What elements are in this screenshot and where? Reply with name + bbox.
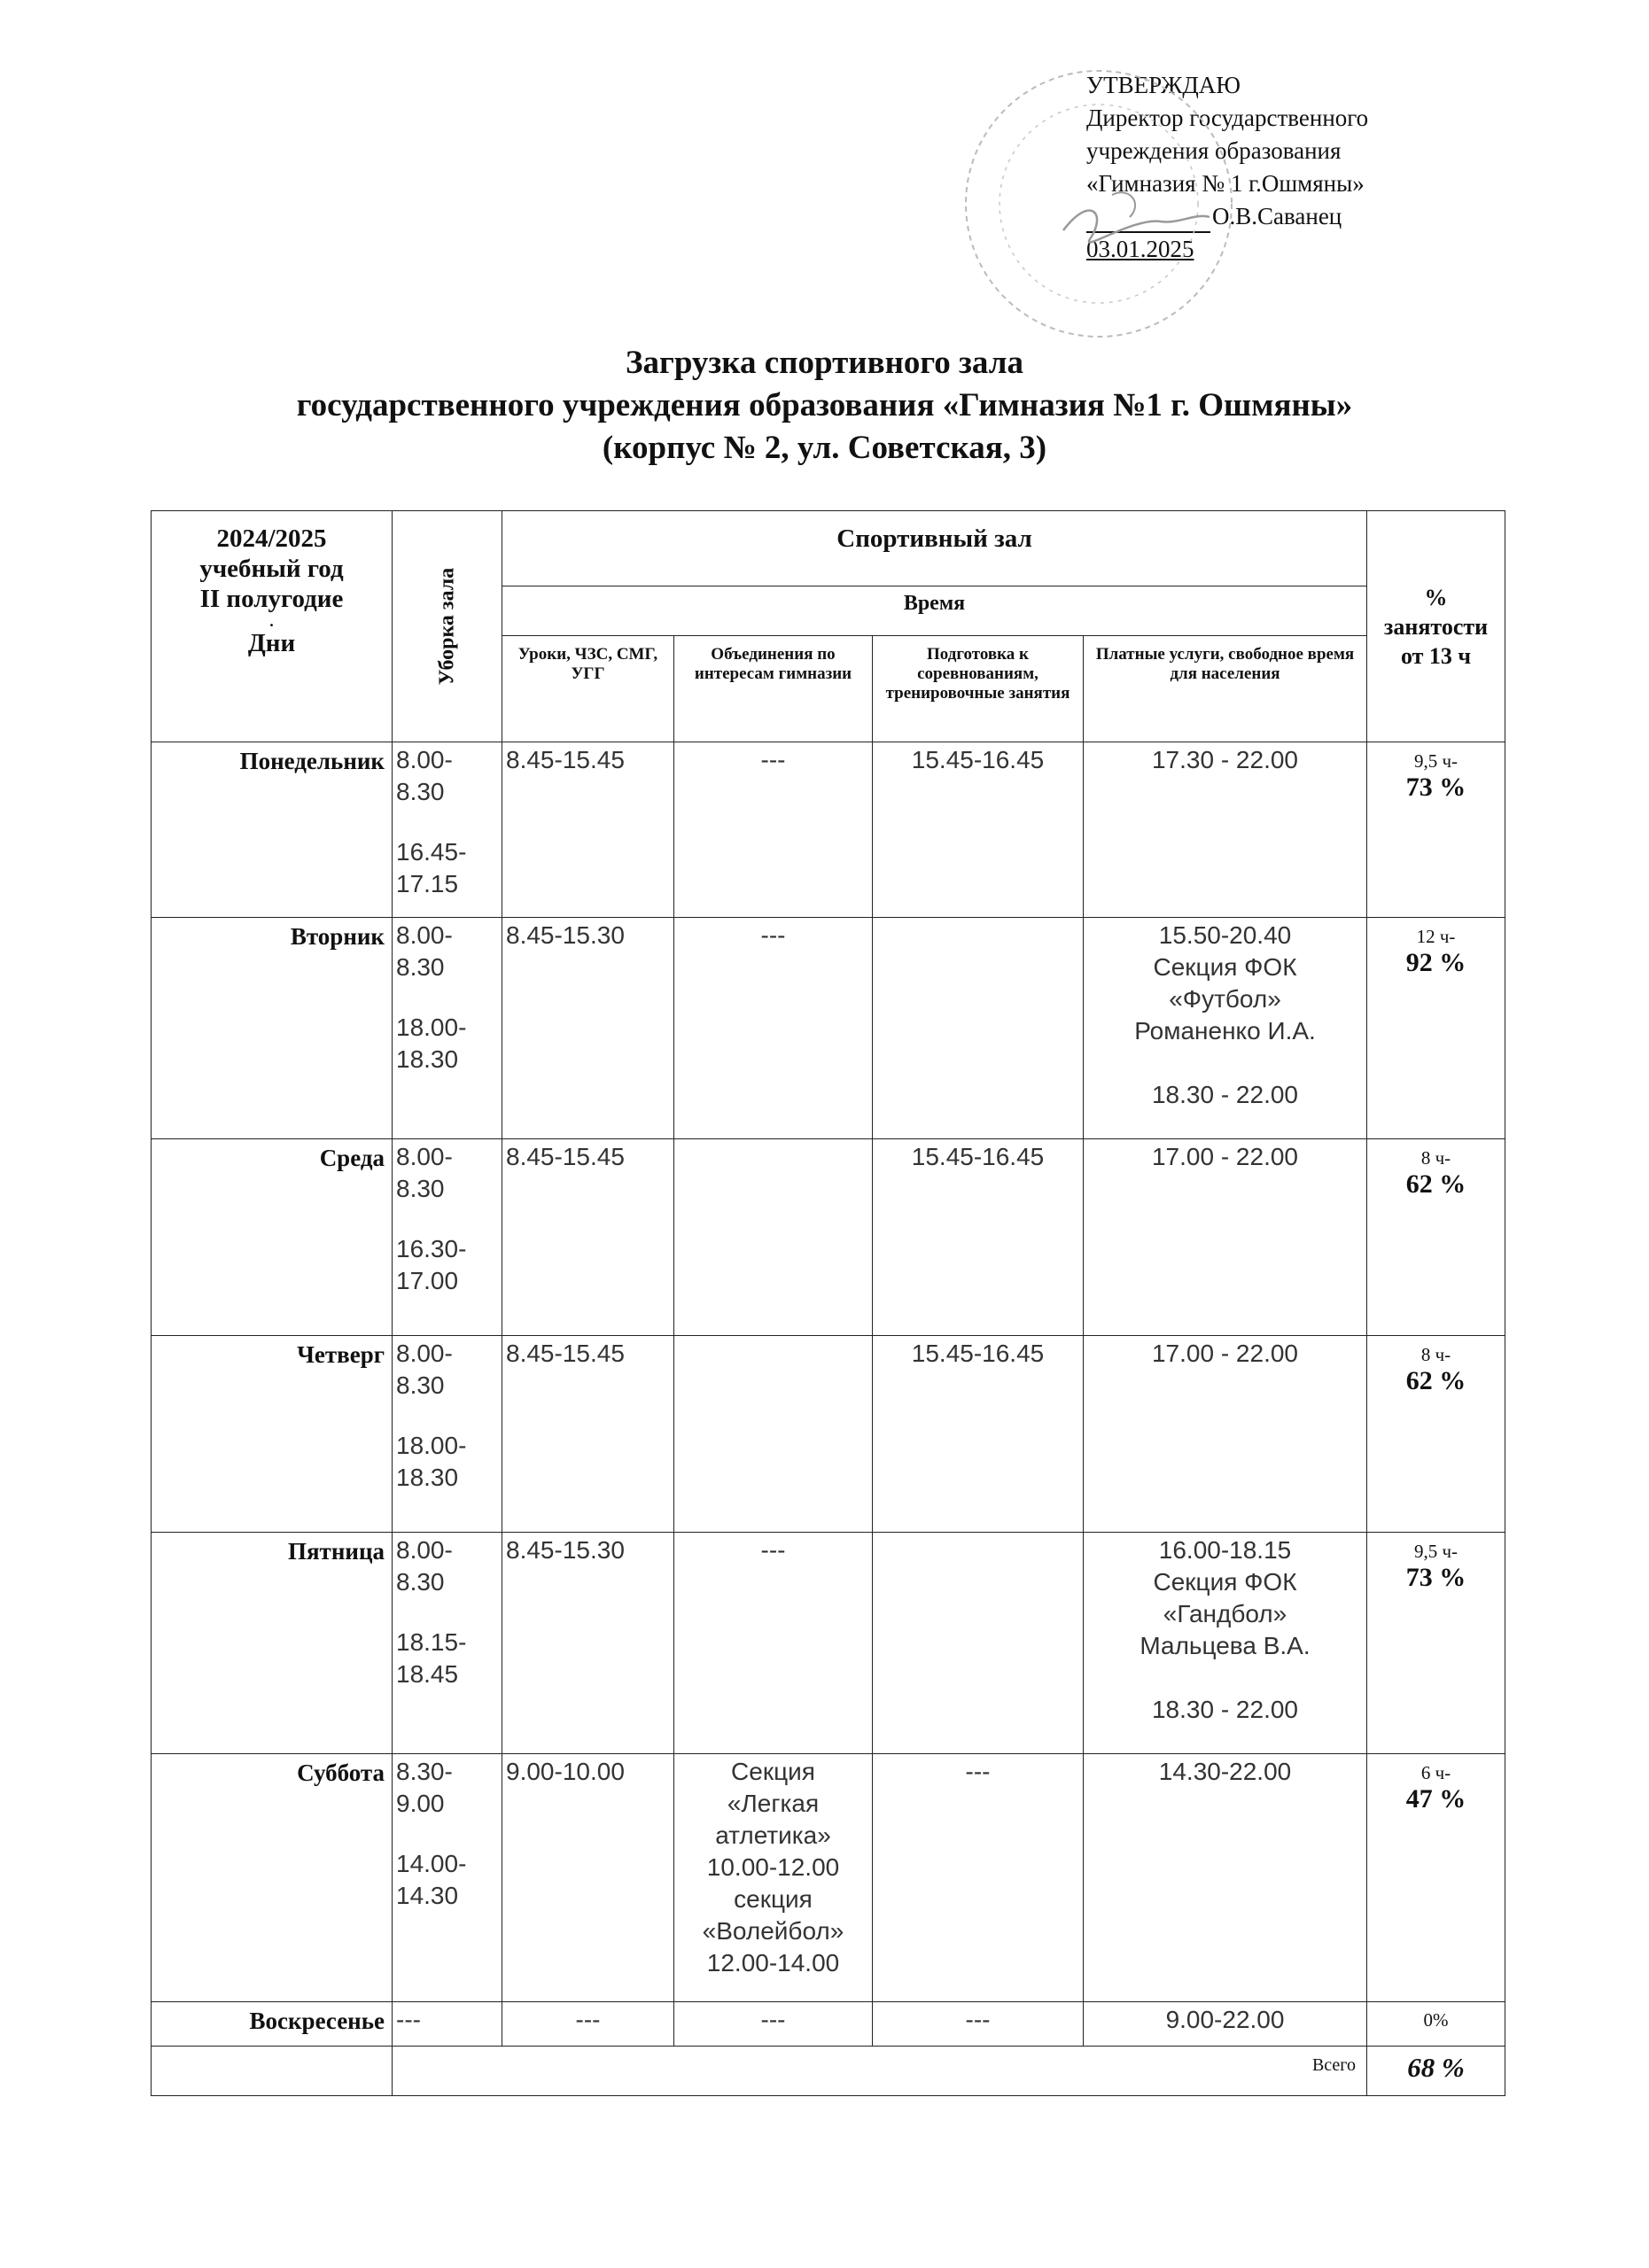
paid-line: 17.30 - 22.00 (1151, 746, 1299, 773)
hours-value: 6 ч- (1420, 1762, 1451, 1783)
pct-cell (1367, 742, 1505, 918)
header-row-1 (152, 511, 1505, 586)
paid-line: 16.00-18.15 (1158, 1536, 1292, 1564)
page-title (0, 342, 1649, 470)
lessons-cell: 9.00-10.00 (502, 1754, 674, 2002)
table-row-sunday (152, 2002, 1505, 2047)
paid-line: «Футбол» (1169, 985, 1281, 1013)
clean-time: 18.00- (396, 1432, 467, 1459)
clean-gap (396, 808, 498, 836)
paid-line: «Гандбол» (1163, 1600, 1287, 1627)
clean-cell (393, 1336, 502, 1533)
header-year-label: учебный год (199, 555, 344, 583)
header-days: Дни (247, 629, 296, 657)
training-cell: 15.45-16.45 (873, 742, 1084, 918)
pct-cell (1367, 1139, 1505, 1336)
title-line-1: Загрузка спортивного зала (625, 345, 1023, 381)
header-pct-base: от 13 ч (1400, 642, 1472, 669)
training-cell: --- (873, 2002, 1084, 2047)
schedule-table (151, 510, 1505, 2096)
header-year: 2024/2025 (216, 524, 327, 553)
paid-line: 15.50-20.40 (1158, 921, 1292, 949)
clean-time: 8.30 (396, 1568, 445, 1596)
table-row (152, 918, 1505, 1139)
interest-line: Секция (731, 1758, 815, 1785)
table-row (152, 1533, 1505, 1754)
clean-time: 8.00- (396, 1340, 453, 1367)
lessons-cell: 8.45-15.45 (502, 742, 674, 918)
day-label: Суббота (152, 1754, 393, 2002)
clean-time: 8.30 (396, 1371, 445, 1399)
pct-cell (1367, 1336, 1505, 1533)
approval-position: Директор государственного (1086, 105, 1369, 131)
hours-value: 9,5 ч- (1413, 750, 1458, 772)
paid-gap (1087, 1662, 1363, 1694)
interest-line: секция (734, 1885, 813, 1913)
paid-cell (1084, 1533, 1367, 1754)
pct-value: 47 % (1405, 1784, 1466, 1814)
header-half: II полугодие (199, 585, 344, 613)
clean-time: 8.00- (396, 1536, 453, 1564)
lessons-cell: --- (502, 2002, 674, 2047)
day-label: Среда (152, 1139, 393, 1336)
training-cell: --- (873, 1754, 1084, 2002)
hours-value: 9,5 ч- (1413, 1541, 1458, 1562)
header-hall: Спортивный зал (502, 511, 1367, 586)
training-cell: 15.45-16.45 (873, 1336, 1084, 1533)
pct-value: 73 % (1405, 1563, 1466, 1592)
clean-cell (393, 1139, 502, 1336)
paid-gap (1087, 1047, 1363, 1079)
pct-cell: 0% (1367, 2002, 1505, 2047)
total-empty-cell (152, 2047, 393, 2096)
header-col-paid: Платные услуги, свободное время для населения (1084, 636, 1367, 742)
interest-cell (674, 1533, 873, 1754)
pct-value: 92 % (1405, 948, 1466, 977)
interest-line: --- (760, 921, 786, 949)
schedule-rows (152, 742, 1505, 2002)
clean-time: 8.00- (396, 921, 453, 949)
clean-gap (396, 1402, 498, 1430)
clean-time: 18.15- (396, 1628, 467, 1656)
clean-time: 8.30 (396, 1175, 445, 1202)
table-row-total (152, 2047, 1505, 2096)
training-cell (873, 918, 1084, 1139)
table-row (152, 1139, 1505, 1336)
clean-time: 14.30 (396, 1882, 459, 1909)
clean-time: 8.30 (396, 953, 445, 981)
clean-time: 18.30 (396, 1464, 459, 1491)
clean-time: 17.15 (396, 870, 459, 897)
interest-line: «Легкая (727, 1790, 820, 1817)
lessons-cell: 8.45-15.30 (502, 918, 674, 1139)
header-pct-sign: % (1424, 584, 1448, 610)
clean-time: 18.45 (396, 1660, 459, 1688)
title-line-2: государственного учреждения образования «Гимназия №1 г. Ошмяны» (296, 387, 1353, 423)
lessons-cell: 8.45-15.45 (502, 1336, 674, 1533)
lessons-cell: 8.45-15.45 (502, 1139, 674, 1336)
training-cell (873, 1533, 1084, 1754)
table-row (152, 742, 1505, 918)
interest-cell (674, 1336, 873, 1533)
header-dot: . (269, 612, 274, 630)
hours-value: 12 ч- (1416, 926, 1456, 947)
clean-gap (396, 1820, 498, 1848)
header-col-lessons: Уроки, ЧЗС, СМГ, УГГ (502, 636, 674, 742)
header-year-cell (152, 511, 393, 742)
day-label: Вторник (152, 918, 393, 1139)
total-value: 68 % (1367, 2047, 1505, 2096)
clean-time: 14.00- (396, 1850, 467, 1877)
day-label: Воскресенье (152, 2002, 393, 2047)
clean-time: 8.30- (396, 1758, 453, 1785)
interest-line: 12.00-14.00 (706, 1949, 840, 1977)
interest-cell: --- (674, 2002, 873, 2047)
approval-signer: О.В.Саванец (1212, 203, 1342, 229)
interest-cell (674, 918, 873, 1139)
day-label: Понедельник (152, 742, 393, 918)
lessons-cell: 8.45-15.30 (502, 1533, 674, 1754)
interest-line: --- (760, 1536, 786, 1564)
clean-time: 16.30- (396, 1235, 467, 1262)
pct-cell (1367, 1754, 1505, 2002)
clean-time: 16.45- (396, 838, 467, 866)
paid-line: Секция ФОК (1153, 953, 1297, 981)
clean-cell: --- (393, 2002, 502, 2047)
pct-cell (1367, 918, 1505, 1139)
hours-value: 8 ч- (1420, 1344, 1451, 1365)
clean-cell (393, 918, 502, 1139)
paid-cell: 9.00-22.00 (1084, 2002, 1367, 2047)
clean-time: 18.00- (396, 1014, 467, 1041)
clean-gap (396, 1205, 498, 1233)
paid-cell (1084, 1139, 1367, 1336)
interest-line: --- (760, 746, 786, 773)
interest-line: атлетика» (715, 1821, 831, 1849)
day-label: Четверг (152, 1336, 393, 1533)
clean-time: 8.00- (396, 746, 453, 773)
title-line-3: (корпус № 2, ул. Советская, 3) (602, 430, 1047, 466)
interest-cell (674, 1139, 873, 1336)
paid-line: 18.30 - 22.00 (1151, 1081, 1299, 1108)
training-cell: 15.45-16.45 (873, 1139, 1084, 1336)
day-label: Пятница (152, 1533, 393, 1754)
header-col-training: Подготовка к соревнованиям, тренировочные занятия (873, 636, 1084, 742)
total-label: Всего (393, 2047, 1367, 2096)
clean-gap (396, 1598, 498, 1627)
pct-value: 62 % (1405, 1366, 1466, 1395)
table-row (152, 1754, 1505, 2002)
header-pct-label: занятости (1383, 613, 1489, 640)
paid-line: Романенко И.А. (1134, 1017, 1316, 1045)
pct-value: 62 % (1405, 1169, 1466, 1199)
paid-line: 18.30 - 22.00 (1151, 1696, 1299, 1723)
paid-cell (1084, 1336, 1367, 1533)
approval-institution-name: «Гимназия № 1 г.Ошмяны» (1086, 170, 1365, 197)
paid-cell (1084, 918, 1367, 1139)
interest-line: «Волейбол» (702, 1917, 844, 1945)
approval-heading: УТВЕРЖДАЮ (1086, 72, 1241, 98)
pct-cell (1367, 1533, 1505, 1754)
clean-time: 8.30 (396, 778, 445, 805)
interest-line: 10.00-12.00 (706, 1853, 840, 1881)
approval-date: 03.01.2025 (1086, 236, 1194, 262)
clean-cell (393, 742, 502, 918)
hours-value: 8 ч- (1420, 1147, 1451, 1169)
clean-gap (396, 983, 498, 1012)
paid-line: Мальцева В.А. (1140, 1632, 1311, 1659)
clean-time: 8.00- (396, 1143, 453, 1170)
paid-line: 17.00 - 22.00 (1151, 1340, 1299, 1367)
paid-line: Секция ФОК (1153, 1568, 1297, 1596)
clean-cell (393, 1754, 502, 2002)
pct-value: 73 % (1405, 773, 1466, 802)
paid-line: 14.30-22.00 (1158, 1758, 1292, 1785)
clean-time: 17.00 (396, 1267, 459, 1294)
header-col-interest: Объединения по интересам гимназии (674, 636, 873, 742)
header-pct-cell (1367, 511, 1505, 742)
paid-line: 17.00 - 22.00 (1151, 1143, 1299, 1170)
table-row (152, 1336, 1505, 1533)
paid-cell (1084, 1754, 1367, 2002)
header-cleaning: Уборка зала (435, 567, 458, 686)
clean-time: 9.00 (396, 1790, 445, 1817)
header-time: Время (502, 586, 1367, 636)
clean-time: 18.30 (396, 1045, 459, 1073)
interest-cell (674, 1754, 873, 2002)
approval-institution: учреждения образования (1086, 137, 1342, 164)
stamp-seal-icon (957, 62, 1241, 346)
clean-cell (393, 1533, 502, 1754)
interest-cell (674, 742, 873, 918)
header-cleaning-cell (393, 511, 502, 742)
paid-cell (1084, 742, 1367, 918)
